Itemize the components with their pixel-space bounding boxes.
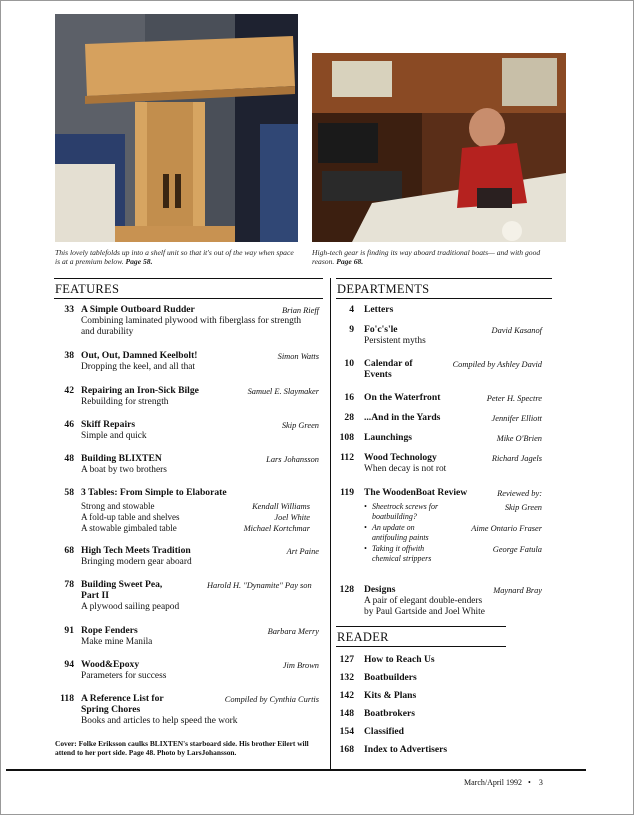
feature-author: Harold H. "Dynamite" Pay son [207, 581, 312, 590]
feature-page-number: 33 [64, 304, 74, 315]
feature-title: 3 Tables: From Simple to Elaborate [81, 487, 227, 498]
feature-page-number: 94 [64, 659, 74, 670]
feature-description: Make mine Manila [81, 637, 153, 647]
reader-heading-rule [336, 646, 506, 647]
departments-top-rule [336, 278, 552, 279]
department-author: Mike O'Brien [496, 434, 542, 443]
department-page-number: 4 [349, 304, 354, 315]
feature-author: Jim Brown [282, 661, 319, 670]
reader-page-number: 127 [339, 654, 354, 665]
feature-description: A plywood sailing peapod [81, 602, 180, 612]
department-author: Reviewed by: [497, 489, 542, 498]
feature-page-number: 38 [64, 350, 74, 361]
feature-author: Brian Rieff [282, 306, 319, 315]
reader-title: Boatbrokers [364, 708, 415, 719]
department-page-number: 10 [344, 358, 354, 369]
feature-author: Samuel E. Slaymaker [247, 387, 319, 396]
feature-author: Simon Watts [277, 352, 319, 361]
table-photo-illustration [55, 14, 298, 242]
review-sub-title-line2: antifouling paints [372, 533, 429, 542]
feature-title-line2: Spring Chores [81, 704, 141, 715]
department-page-number: 28 [344, 412, 354, 423]
feature-author: Lars Johansson [266, 455, 319, 464]
tables-sub-author: Michael Kortchmar [243, 524, 310, 533]
review-bullet: • [364, 523, 367, 532]
reader-title: Classified [364, 726, 404, 737]
feature-author: Barbara Merry [267, 627, 319, 636]
right-caption [312, 248, 542, 266]
department-author: Peter H. Spectre [486, 394, 542, 403]
right-caption-text: High-tech gear is finding its way aboard traditional boats— and with good reason. [312, 248, 541, 266]
department-author: Compiled by Ashley David [452, 360, 542, 369]
tables-sub-title: A stowable gimbaled table [81, 523, 177, 533]
review-sub-title-line1: Taking it offwith [372, 544, 425, 553]
department-title: Fo'c's'le [364, 324, 398, 335]
department-page-number: 9 [349, 324, 354, 335]
left-caption-text: This lovely tablefolds up into a shelf unit so that it's out of the way when space is at a premium below. [55, 248, 294, 266]
department-page-number: 108 [339, 432, 354, 443]
feature-description: Simple and quick [81, 431, 147, 441]
review-sub-author: Skip Green [504, 503, 542, 512]
reader-page-number: 168 [339, 744, 354, 755]
department-title: The WoodenBoat Review [364, 487, 468, 498]
footer-page-number: 3 [538, 778, 543, 787]
departments-heading: DEPARTMENTS [337, 282, 430, 296]
right-caption-page: Page 68. [336, 257, 364, 266]
departments-heading-rule [336, 298, 552, 299]
left-caption [55, 248, 300, 266]
department-description-line2: by Paul Gartside and Joel White [364, 607, 485, 617]
department-title: Designs [364, 584, 396, 595]
feature-description: A boat by two brothers [81, 465, 167, 475]
review-sub-author: George Fatula [492, 545, 542, 554]
footer-bullet: • [528, 778, 531, 787]
department-description: Persistent myths [364, 336, 426, 346]
feature-description: Parameters for success [81, 671, 167, 681]
review-bullet: • [364, 544, 367, 553]
reader-page-number: 132 [339, 672, 354, 683]
department-title: Letters [364, 304, 394, 315]
feature-description: Dropping the keel, and all that [81, 362, 196, 372]
feature-page-number: 118 [60, 693, 74, 704]
feature-title: Building BLIXTEN [81, 453, 162, 464]
department-author: David Kasanof [491, 326, 542, 335]
reader-title: Boatbuilders [364, 672, 417, 683]
department-description: A pair of elegant double-enders [364, 596, 483, 606]
reader-page-number: 154 [339, 726, 354, 737]
department-title: ...And in the Yards [364, 412, 441, 423]
department-page-number: 112 [340, 452, 354, 463]
department-description: When decay is not rot [364, 464, 447, 474]
review-sub-title-line1: Sheetrock screws for [372, 502, 439, 511]
department-page-number: 16 [344, 392, 354, 403]
department-author: Richard Jagels [491, 454, 542, 463]
feature-description: Bringing modern gear aboard [81, 557, 192, 567]
feature-title: A Simple Outboard Rudder [81, 304, 195, 315]
feature-title: Skiff Repairs [81, 419, 136, 430]
department-author: Maynard Bray [493, 586, 542, 595]
left-caption-page: Page 58. [125, 257, 153, 266]
footer-issue: March/April 1992 [464, 778, 522, 787]
features-heading-rule [54, 298, 323, 299]
feature-title: Rope Fenders [81, 625, 138, 636]
feature-author: Skip Green [281, 421, 319, 430]
reader-page-number: 148 [339, 708, 354, 719]
feature-page-number: 42 [64, 385, 74, 396]
feature-page-number: 91 [64, 625, 74, 636]
features-heading: FEATURES [55, 282, 120, 296]
tables-sub-title: Strong and stowable [81, 501, 155, 511]
department-title: Launchings [364, 432, 412, 443]
feature-title: Repairing an Iron-Sick Bilge [81, 385, 199, 396]
navigation-photo-illustration [312, 53, 566, 242]
feature-description: Books and articles to help speed the work [81, 716, 238, 726]
feature-title: Building Sweet Pea, [81, 579, 163, 590]
feature-page-number: 78 [64, 579, 74, 590]
feature-description: Rebuilding for strength [81, 397, 169, 407]
cover-note: Cover: Folke Eriksson caulks BLIXTEN's starboard side. His brother Eilert will attend to her port side. Page 48. Photo by LarsJohansson. [55, 739, 309, 757]
reader-title: How to Reach Us [364, 654, 435, 665]
department-title: Wood Technology [364, 452, 437, 463]
reader-heading: READER [337, 630, 389, 644]
tables-sub-title: A fold-up table and shelves [81, 512, 180, 522]
feature-title: Wood&Epoxy [81, 659, 140, 670]
department-author: Jennifer Elliott [491, 414, 542, 423]
feature-page-number: 48 [64, 453, 74, 464]
feature-title-line2: Part II [81, 590, 109, 601]
feature-page-number: 46 [64, 419, 74, 430]
feature-author: Art Paine [286, 547, 319, 556]
feature-title: High Tech Meets Tradition [81, 545, 191, 556]
feature-title: A Reference List for [81, 693, 164, 704]
reader-title: Index to Advertisers [364, 744, 448, 755]
review-sub-author: Aime Ontario Fraser [471, 524, 542, 533]
feature-author: Compiled by Cynthia Curtis [224, 695, 319, 704]
tables-sub-author: Joel White [274, 513, 310, 522]
feature-title: Out, Out, Damned Keelbolt! [81, 350, 198, 361]
review-sub-title-line1: An update on [372, 523, 415, 532]
reader-top-rule [336, 626, 506, 627]
review-bullet: • [364, 502, 367, 511]
department-title: Calendar of [364, 358, 413, 369]
review-sub-title-line2: boatbuilding? [372, 512, 417, 521]
table-photo [55, 14, 298, 242]
feature-description: Combining laminated plywood with fiberglass for strength and durability [81, 316, 302, 337]
feature-page-number: 58 [64, 487, 74, 498]
bottom-rule [6, 769, 586, 771]
footer [464, 778, 543, 787]
features-top-rule [54, 278, 323, 279]
reader-page-number: 142 [339, 690, 354, 701]
department-title-line2: Events [364, 369, 392, 380]
navigation-photo [312, 53, 566, 242]
department-page-number: 128 [339, 584, 354, 595]
review-sub-title-line2: chemical strippers [372, 554, 432, 563]
department-page-number: 119 [340, 487, 354, 498]
reader-title: Kits & Plans [364, 690, 417, 701]
tables-sub-author: Kendall Williams [252, 502, 310, 511]
feature-page-number: 68 [64, 545, 74, 556]
department-title: On the Waterfront [364, 392, 441, 403]
